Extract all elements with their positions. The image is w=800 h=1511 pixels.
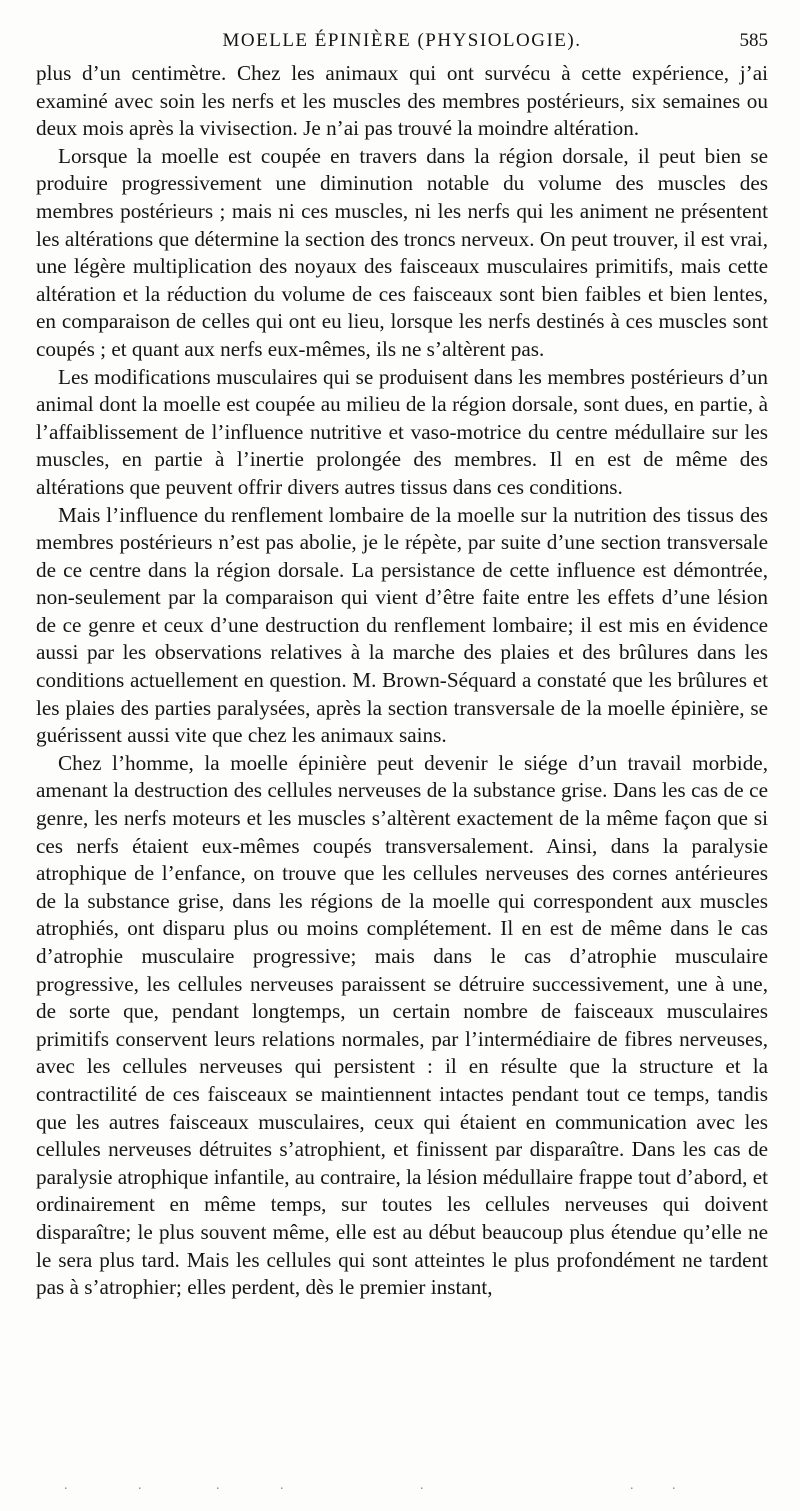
paragraph: Lorsque la moelle est coupée en travers dans la région dorsale, il peut bien se produire progressivement une diminution notable du volume des muscles des membres postérieurs ; mais ni ces muscles, ni les nerfs qui les animent ne présentent les altérations que détermine la section des troncs nerveux. On peut trouver, il est vrai, une légère multiplication des noyaux des faisceaux musculaires primitifs, mais cette altération et la réduction du volume de ces faisceaux sont bien faibles et bien lentes, en comparaison de celles qui ont eu lieu, lorsque les nerfs destinés à ces muscles sont coupés ; et quant aux nerfs eux-mêmes, ils ne s’altèrent pas. bbox=[36, 143, 768, 361]
page-body bbox=[36, 60, 768, 1302]
footer-mark: . bbox=[138, 1478, 142, 1493]
paragraph: Chez l’homme, la moelle épinière peut devenir le siége d’un travail morbide, amenant la destruction des cellules nerveuses de la substance grise. Dans les cas de ce genre, les nerfs moteurs et les muscles s’altèrent exactement de la même façon que si ces nerfs étaient eux-mêmes coupés transversalement. Ainsi, dans la paralysie atrophique de l’enfance, on trouve que les cellules nerveuses des cornes antérieures de la substance grise, dans les régions de la moelle qui correspondent aux muscles atrophiés, ont disparu plus ou moins complétement. Il en est de même dans le cas d’atrophie musculaire progressive; mais dans le cas d’atrophie musculaire progressive, les cellules nerveuses paraissent se détruire successivement, une à une, de sorte que, pendant longtemps, un certain nombre de faisceaux musculaires primitifs conservent leurs relations normales, par l’intermédiaire de fibres nerveuses, avec les cellules nerveuses qui persistent : il en résulte que la structure et la contractilité de ces faisceaux se maintiennent intactes pendant tout ce temps, tandis que les autres faisceaux musculaires, ceux qui étaient en communication avec les cellules nerveuses détruites s’atrophient, et finissent par disparaître. Dans les cas de paralysie atrophique infantile, au contraire, la lésion médullaire frappe tout d’abord, et ordinairement en même temps, sur toutes les cellules nerveuses qui doivent disparaître; le plus souvent même, elle est au début beaucoup plus étendue qu’elle ne le sera plus tard. Mais les cellules qui sont atteintes le plus profondément ne tardent pas à s’atrophier; elles perdent, dès le premier instant, bbox=[36, 750, 768, 1300]
footer-mark: . bbox=[64, 1478, 68, 1493]
running-header bbox=[36, 30, 768, 56]
footer-mark: . bbox=[420, 1478, 424, 1493]
footer-mark: . bbox=[630, 1478, 634, 1493]
paragraph: Les modifications musculaires qui se produisent dans les membres postérieurs d’un animal dont la moelle est coupée au milieu de la région dorsale, sont dues, en partie, à l’affaiblissement de l’influence nutritive et vaso-motrice du centre médullaire sur les muscles, en partie à l’inertie prolongée des membres. Il en est de même des altérations que peuvent offrir divers autres tissus dans ces conditions. bbox=[36, 364, 768, 499]
paragraph: Mais l’influence du renflement lombaire de la moelle sur la nutrition des tissus des membres postérieurs n’est pas abolie, je le répète, par suite d’une section transversale de ce centre dans la région dorsale. La persistance de cette influence est démontrée, non-seulement par la comparaison qui vient d’être faite entre les effets d’une lésion de ce genre et ceux d’une destruction du renflement lombaire; il est mis en évidence aussi par les observations relatives à la marche des plaies et des brûlures dans les conditions actuellement en question. M. Brown-Séquard a constaté que les brûlures et les plaies des parties paralysées, après la section transversale de la moelle épinière, se guérissent aussi vite que chez les animaux sains. bbox=[36, 502, 768, 748]
paragraph: plus d’un centimètre. Chez les animaux qui ont survécu à cette expérience, j’ai examiné avec soin les nerfs et les muscles des membres postérieurs, six semaines ou deux mois après la vivisection. Je n’ai pas trouvé la moindre altération. bbox=[36, 61, 768, 141]
page-number: 585 bbox=[739, 30, 768, 51]
footer-mark: . bbox=[280, 1478, 284, 1493]
running-title: MOELLE ÉPINIÈRE (PHYSIOLOGIE). bbox=[222, 30, 582, 51]
footer-mark: . bbox=[216, 1478, 220, 1493]
footer-mark: . bbox=[672, 1478, 676, 1493]
